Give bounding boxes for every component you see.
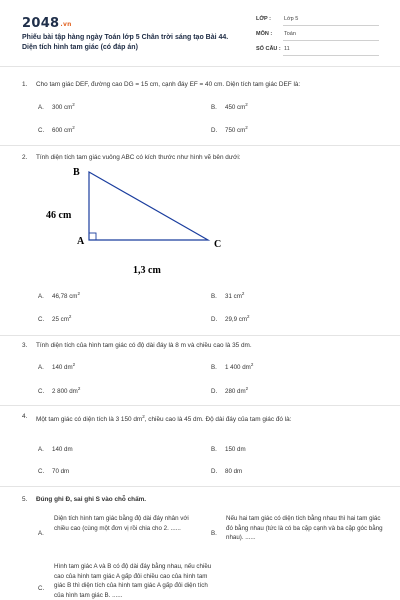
- option-c[interactable]: C. 70 dm: [38, 468, 70, 475]
- question-text: Đúng ghi Đ, sai ghi S vào chỗ chấm.: [36, 496, 147, 503]
- right-angle-marker: [89, 233, 96, 240]
- option-d[interactable]: D. 750 $cm^2$: [211, 125, 248, 134]
- option-c[interactable]: C. 2 800 $dm^2$: [38, 386, 81, 395]
- question-3: [22, 341, 392, 351]
- option-c[interactable]: C. 600 $cm^2$: [38, 125, 75, 134]
- question-separator: [0, 335, 400, 336]
- question-1: [22, 80, 392, 90]
- option-key-c: C.: [38, 585, 45, 592]
- question-number: 1.: [22, 81, 28, 88]
- question-text: Cho tam giác DEF, đường cao DG = 15 cm, cạnh đáy EF = 40 cm. Diện tích tam giác DEF là:: [36, 81, 301, 88]
- statement-c[interactable]: Hình tam giác A và B có độ dài đáy bằng nhau, nếu chiều cao của hình tam giác A gấp đôi chiều cao của hình tam giác B thì diện tích của hình tam giác A gấp đôi diện tích của hình tam giác B. ......: [54, 563, 212, 599]
- right-triangle-figure: [40, 162, 240, 282]
- statement-a[interactable]: Diện tích hình tam giác bằng độ dài đáy nhân với chiều cao (cùng một đơn vị rồi chia cho 2. ......: [54, 515, 189, 532]
- question-4: [22, 412, 392, 422]
- triangle-abc: [89, 172, 208, 240]
- question-separator: [0, 145, 400, 146]
- question-text: Một tam giác có diện tích là 3 150 $dm^2$, chiều cao là 45 dm. Độ dài đáy của tam giác đó là:: [36, 414, 292, 423]
- option-b[interactable]: B. 150 dm: [211, 446, 246, 453]
- question-number: 5.: [22, 496, 28, 503]
- statement-b[interactable]: Nếu hai tam giác có diện tích bằng nhau thì hai tam giác đó bằng nhau (tức là có ba cặp cạnh và ba cặp góc bằng nhau). ......: [226, 515, 383, 541]
- logo-main: 2048: [22, 16, 60, 31]
- option-a[interactable]: A. 140 dm: [38, 446, 73, 453]
- question-number: 2.: [22, 154, 28, 161]
- option-a[interactable]: A. 300 $cm^2$: [38, 102, 75, 111]
- question-separator: [0, 486, 400, 487]
- option-d[interactable]: D. 29,9 $cm^2$: [211, 314, 250, 323]
- option-b[interactable]: B. 31 $cm^2$: [211, 291, 245, 300]
- vertex-c-label: C: [214, 239, 222, 250]
- option-d[interactable]: D. 80 dm: [211, 468, 243, 475]
- meta-divider: [283, 40, 379, 41]
- question-separator: [0, 405, 400, 406]
- vertex-b-label: B: [73, 167, 80, 178]
- option-b[interactable]: B. 1 400 $dm^2$: [211, 362, 254, 371]
- meta-count-label: SỐ CÂU :: [256, 46, 281, 52]
- question-text: Tính diện tích của hình tam giác có độ dài đáy là 8 m và chiều cao là 35 dm.: [36, 342, 252, 349]
- meta-count-value: 11: [284, 46, 290, 52]
- meta-class-value: Lớp 5: [284, 16, 299, 22]
- vertex-a-label: A: [77, 236, 85, 247]
- meta-subject-label: MÔN :: [256, 31, 273, 37]
- meta-divider: [283, 55, 379, 56]
- logo-suffix: .vn: [60, 21, 72, 28]
- option-key-b: B.: [211, 530, 217, 537]
- meta-divider: [283, 25, 379, 26]
- option-key-a: A.: [38, 530, 44, 537]
- site-logo: [22, 16, 72, 31]
- question-number: 3.: [22, 342, 28, 349]
- question-5: [22, 495, 392, 505]
- side-ac-length: 1,3 cm: [133, 265, 161, 276]
- meta-subject-value: Toán: [284, 31, 296, 37]
- side-ab-length: 46 cm: [46, 210, 72, 221]
- option-c[interactable]: C. 25 $cm^2$: [38, 314, 72, 323]
- option-b[interactable]: B. 450 $cm^2$: [211, 102, 248, 111]
- worksheet-title: Phiếu bài tập hàng ngày Toán lớp 5 Chân trời sáng tạo Bài 44. Diện tích hình tam giác (có đáp án): [22, 34, 229, 51]
- option-a[interactable]: A. 46,78 $cm^2$: [38, 291, 80, 300]
- question-number: 4.: [22, 413, 28, 420]
- option-d[interactable]: D. 280 $dm^2$: [211, 386, 249, 395]
- header-separator: [0, 66, 400, 67]
- meta-class-label: LỚP :: [256, 16, 271, 22]
- option-a[interactable]: A. 140 $dm^2$: [38, 362, 76, 371]
- question-text: Tính diện tích tam giác vuông ABC có kích thước như hình vẽ bên dưới:: [36, 154, 241, 161]
